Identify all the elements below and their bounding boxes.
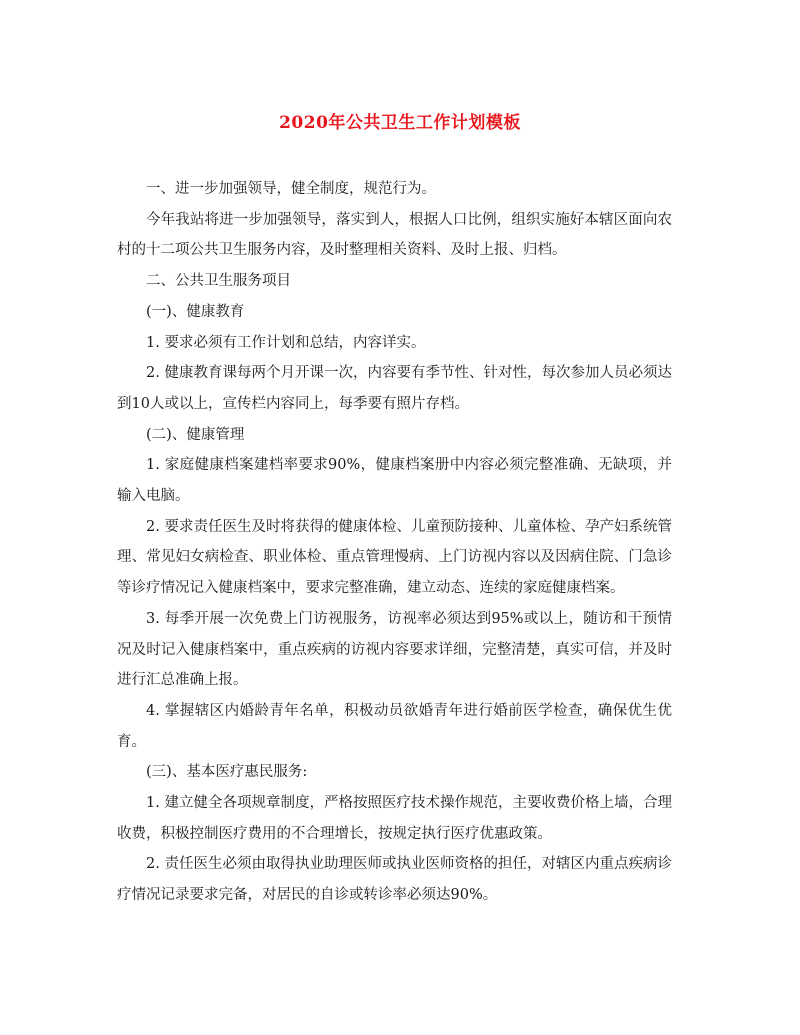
document-title: 2020年公共卫生工作计划模板	[279, 113, 521, 133]
subsection-heading: (三)、基本医疗惠民服务:	[146, 764, 308, 781]
paragraph: 今年我站将进一步加强领导，落实到人，根据人口比例，组织实施好本辖区面向农村的十二项公共卫生服务内容，及时整理相关资料、及时上报、归档。	[117, 211, 672, 259]
paragraph: 一、进一步加强领导，健全制度，规范行为。	[146, 181, 436, 197]
paragraph: 2. 健康教育课每两个月开课一次，内容要有季节性、针对性，每次参加人员必须达到10人或以上，宣传栏内容同上，每季要有照片存档。	[117, 365, 672, 412]
subsection-heading: (二)、健康管理	[146, 426, 245, 443]
paragraph: 1. 要求必须有工作计划和总结，内容详实。	[146, 334, 426, 351]
paragraph: 1. 建立健全各项规章制度，严格按照医疗技术操作规范，主要收费价格上墙，合理收费，积极控制医疗费用的不合理增长，按规定执行医疗优惠政策。	[117, 795, 672, 842]
paragraph: 4. 掌握辖区内婚龄青年名单，积极动员欲婚青年进行婚前医学检查，确保优生优育。	[117, 702, 672, 750]
subsection-heading: (一)、健康教育	[146, 303, 245, 320]
paragraph: 1. 家庭健康档案建档率要求90%，健康档案册中内容必须完整准确、无缺项，并输入电脑。	[117, 457, 672, 505]
document-body	[117, 174, 672, 911]
paragraph: 3. 每季开展一次免费上门访视服务，访视率必须达到95%或以上，随访和干预情况及时记入健康档案中，重点疾病的访视内容要求详细，完整清楚，真实可信，并及时进行汇总准确上报。	[117, 610, 672, 689]
section-heading: 二、公共卫生服务项目	[146, 273, 291, 290]
paragraph: 2. 责任医生必须由取得执业助理医师或执业医师资格的担任，对辖区内重点疾病诊疗情况记录要求完备，对居民的自诊或转诊率必须达90%。	[117, 856, 672, 904]
paragraph: 2. 要求责任医生及时将获得的健康体检、儿童预防接种、儿童体检、孕产妇系统管理、常见妇女病检查、职业体检、重点管理慢病、上门访视内容以及因病住院、门急诊等诊疗情况记入健康档案中，要求完整准确，建立动态、连续的家庭健康档案。	[117, 518, 672, 597]
